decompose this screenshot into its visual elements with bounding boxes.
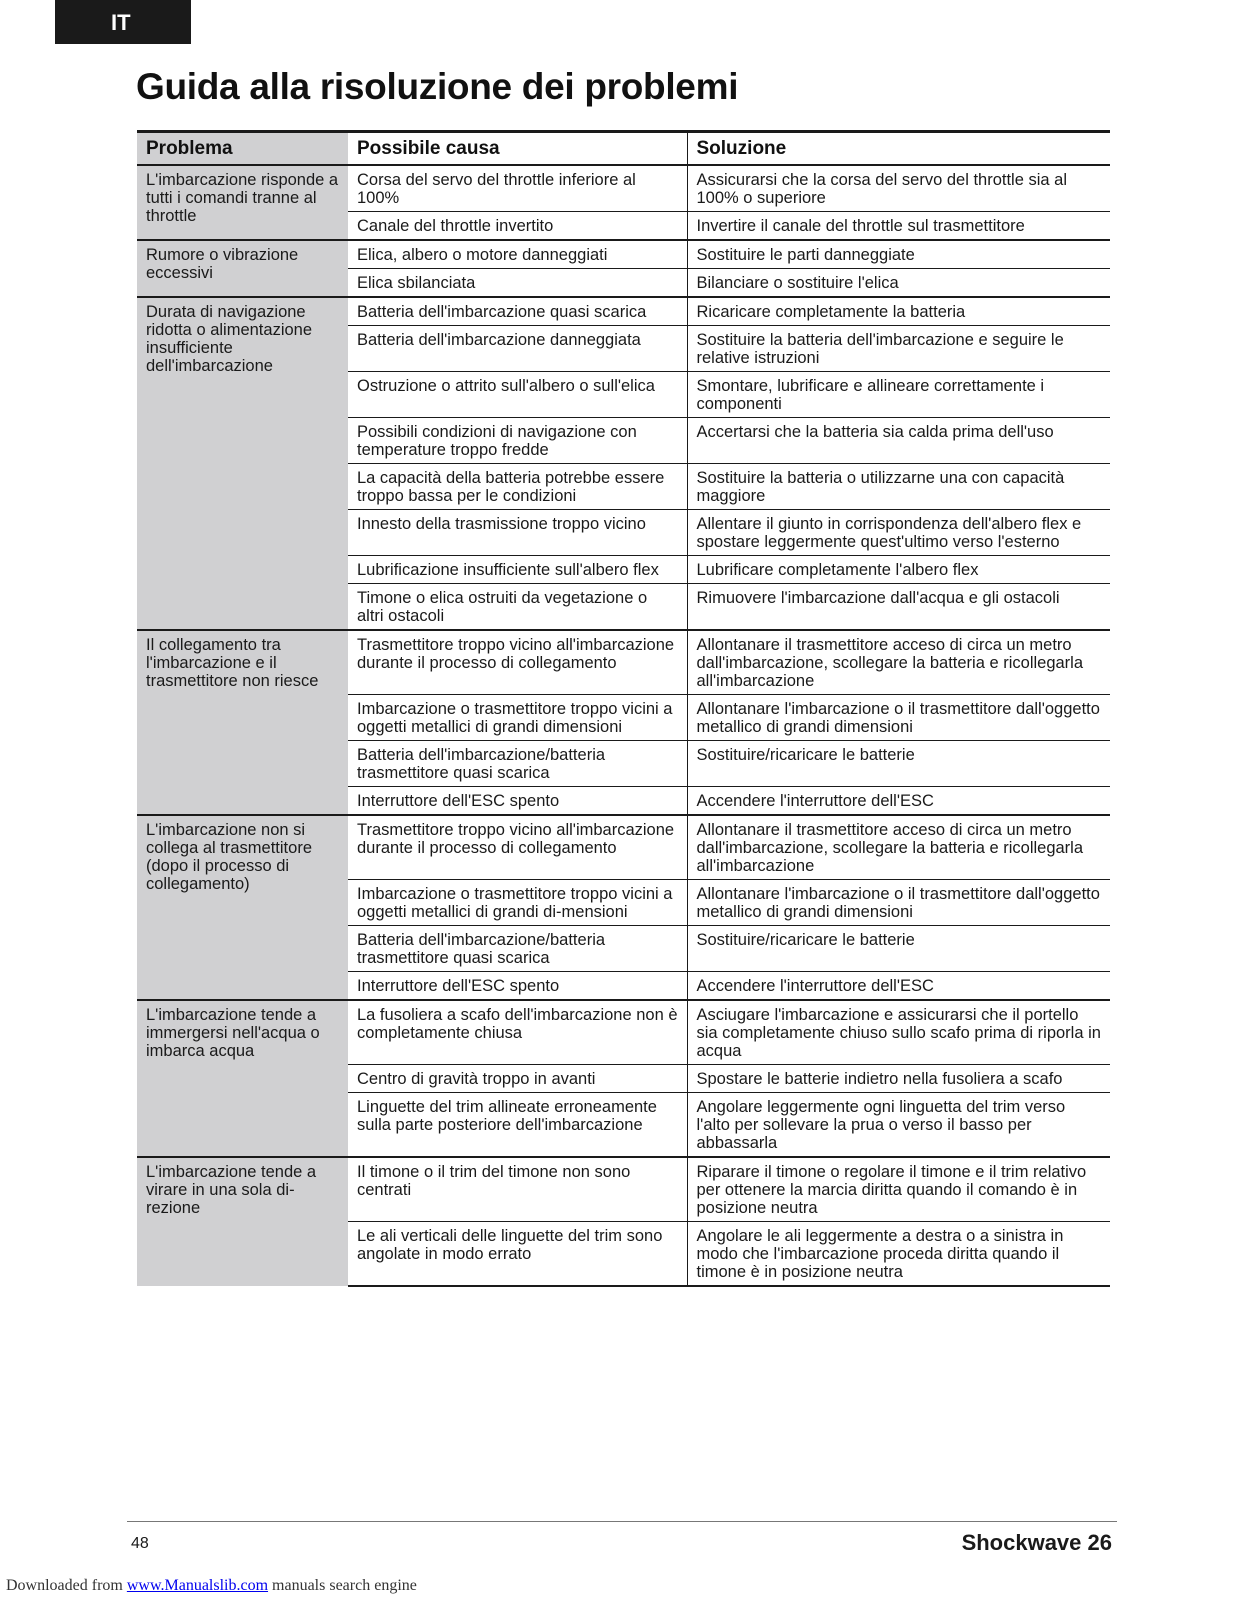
cause-cell: Il timone o il trim del timone non sono centrati — [348, 1157, 687, 1222]
solution-cell: Invertire il canale del throttle sul trasmettitore — [687, 212, 1110, 241]
problem-cell: Rumore o vibrazione eccessivi — [137, 240, 348, 297]
page-number: 48 — [131, 1535, 149, 1552]
column-header-problem: Problema — [137, 132, 348, 166]
problem-cell: Il collegamento tra l'imbarcazione e il trasmettitore non riesce — [137, 630, 348, 815]
solution-cell: Sostituire/ricaricare le batterie — [687, 741, 1110, 787]
problem-cell: L'imbarcazione non si collega al trasmettitore (dopo il processo di collegamento) — [137, 815, 348, 1000]
cause-cell: Corsa del servo del throttle inferiore al 100% — [348, 165, 687, 212]
cause-cell: Innesto della trasmissione troppo vicino — [348, 510, 687, 556]
table-row — [137, 1000, 1110, 1065]
problem-cell: L'imbarcazione tende a immergersi nell'acqua o imbarca acqua — [137, 1000, 348, 1157]
solution-cell: Sostituire la batteria o utilizzarne una con capacità maggiore — [687, 464, 1110, 510]
cause-cell: Batteria dell'imbarcazione/batteria trasmettitore quasi scarica — [348, 926, 687, 972]
solution-cell: Allontanare il trasmettitore acceso di circa un metro dall'imbarcazione, scollegare la batteria e ricollegarla all'imbarcazione — [687, 630, 1110, 695]
problem-cell: L'imbarcazione tende a virare in una sola di-rezione — [137, 1157, 348, 1286]
solution-cell: Bilanciare o sostituire l'elica — [687, 269, 1110, 298]
solution-cell: Accendere l'interruttore dell'ESC — [687, 972, 1110, 1001]
solution-cell: Allontanare l'imbarcazione o il trasmettitore dall'oggetto metallico di grandi dimensioni — [687, 880, 1110, 926]
language-tab: IT — [55, 0, 191, 44]
cause-cell: Possibili condizioni di navigazione con temperature troppo fredde — [348, 418, 687, 464]
solution-cell: Allontanare l'imbarcazione o il trasmettitore dall'oggetto metallico di grandi dimensioni — [687, 695, 1110, 741]
solution-cell: Allentare il giunto in corrispondenza dell'albero flex e spostare leggermente quest'ultimo verso l'esterno — [687, 510, 1110, 556]
cause-cell: Elica, albero o motore danneggiati — [348, 240, 687, 269]
table-header-row — [137, 132, 1110, 166]
download-notice — [6, 1577, 417, 1595]
cause-cell: Interruttore dell'ESC spento — [348, 787, 687, 816]
column-header-solution: Soluzione — [687, 132, 1110, 166]
column-header-cause: Possibile causa — [348, 132, 687, 166]
cause-cell: Lubrificazione insufficiente sull'albero flex — [348, 556, 687, 584]
table-row — [137, 815, 1110, 880]
table-row — [137, 297, 1110, 326]
solution-cell: Asciugare l'imbarcazione e assicurarsi che il portello sia completamente chiuso sullo scafo prima di riporla in acqua — [687, 1000, 1110, 1065]
solution-cell: Riparare il timone o regolare il timone e il trim relativo per ottenere la marcia diritta quando il comando è in posizione neutra — [687, 1157, 1110, 1222]
solution-cell: Rimuovere l'imbarcazione dall'acqua e gli ostacoli — [687, 584, 1110, 631]
cause-cell: Canale del throttle invertito — [348, 212, 687, 241]
solution-cell: Assicurarsi che la corsa del servo del throttle sia al 100% o superiore — [687, 165, 1110, 212]
cause-cell: Trasmettitore troppo vicino all'imbarcazione durante il processo di collegamento — [348, 815, 687, 880]
cause-cell: Le ali verticali delle linguette del trim sono angolate in modo errato — [348, 1222, 687, 1287]
solution-cell: Sostituire le parti danneggiate — [687, 240, 1110, 269]
table-row — [137, 630, 1110, 695]
download-prefix: Downloaded from — [6, 1577, 127, 1594]
cause-cell: Imbarcazione o trasmettitore troppo vicini a oggetti metallici di grandi dimensioni — [348, 695, 687, 741]
solution-cell: Accendere l'interruttore dell'ESC — [687, 787, 1110, 816]
product-name: Shockwave 26 — [961, 1530, 1112, 1555]
solution-cell: Sostituire la batteria dell'imbarcazione e seguire le relative istruzioni — [687, 326, 1110, 372]
cause-cell: Batteria dell'imbarcazione danneggiata — [348, 326, 687, 372]
cause-cell: La fusoliera a scafo dell'imbarcazione non è completamente chiusa — [348, 1000, 687, 1065]
cause-cell: Centro di gravità troppo in avanti — [348, 1065, 687, 1093]
table-row — [137, 165, 1110, 212]
troubleshooting-table — [137, 130, 1110, 1287]
solution-cell: Allontanare il trasmettitore acceso di circa un metro dall'imbarcazione, scollegare la batteria e ricollegarla all'imbarcazione — [687, 815, 1110, 880]
download-suffix: manuals search engine — [268, 1577, 417, 1594]
cause-cell: Trasmettitore troppo vicino all'imbarcazione durante il processo di collegamento — [348, 630, 687, 695]
cause-cell: Ostruzione o attrito sull'albero o sull'elica — [348, 372, 687, 418]
cause-cell: Linguette del trim allineate erroneamente sulla parte posteriore dell'imbarcazione — [348, 1093, 687, 1158]
cause-cell: Imbarcazione o trasmettitore troppo vicini a oggetti metallici di grandi di-mensioni — [348, 880, 687, 926]
cause-cell: La capacità della batteria potrebbe essere troppo bassa per le condizioni — [348, 464, 687, 510]
manualslib-link[interactable]: www.Manualslib.com — [126, 1577, 269, 1594]
cause-cell: Interruttore dell'ESC spento — [348, 972, 687, 1001]
problem-cell: L'imbarcazione risponde a tutti i comandi tranne al throttle — [137, 165, 348, 240]
cause-cell: Batteria dell'imbarcazione/batteria trasmettitore quasi scarica — [348, 741, 687, 787]
page-title: Guida alla risoluzione dei problemi — [136, 66, 739, 107]
problem-cell: Durata di navigazione ridotta o alimentazione insufficiente dell'imbarcazione — [137, 297, 348, 630]
solution-cell: Smontare, lubrificare e allineare correttamente i componenti — [687, 372, 1110, 418]
solution-cell: Accertarsi che la batteria sia calda prima dell'uso — [687, 418, 1110, 464]
solution-cell: Lubrificare completamente l'albero flex — [687, 556, 1110, 584]
solution-cell: Angolare le ali leggermente a destra o a sinistra in modo che l'imbarcazione proceda diritta quando il timone è in posizione neutra — [687, 1222, 1110, 1287]
solution-cell: Sostituire/ricaricare le batterie — [687, 926, 1110, 972]
solution-cell: Spostare le batterie indietro nella fusoliera a scafo — [687, 1065, 1110, 1093]
cause-cell: Timone o elica ostruiti da vegetazione o altri ostacoli — [348, 584, 687, 631]
solution-cell: Angolare leggermente ogni linguetta del trim verso l'alto per sollevare la prua o verso il basso per abbassarla — [687, 1093, 1110, 1158]
footer-divider — [127, 1521, 1117, 1522]
cause-cell: Elica sbilanciata — [348, 269, 687, 298]
table-row — [137, 240, 1110, 269]
cause-cell: Batteria dell'imbarcazione quasi scarica — [348, 297, 687, 326]
solution-cell: Ricaricare completamente la batteria — [687, 297, 1110, 326]
table-row — [137, 1157, 1110, 1222]
